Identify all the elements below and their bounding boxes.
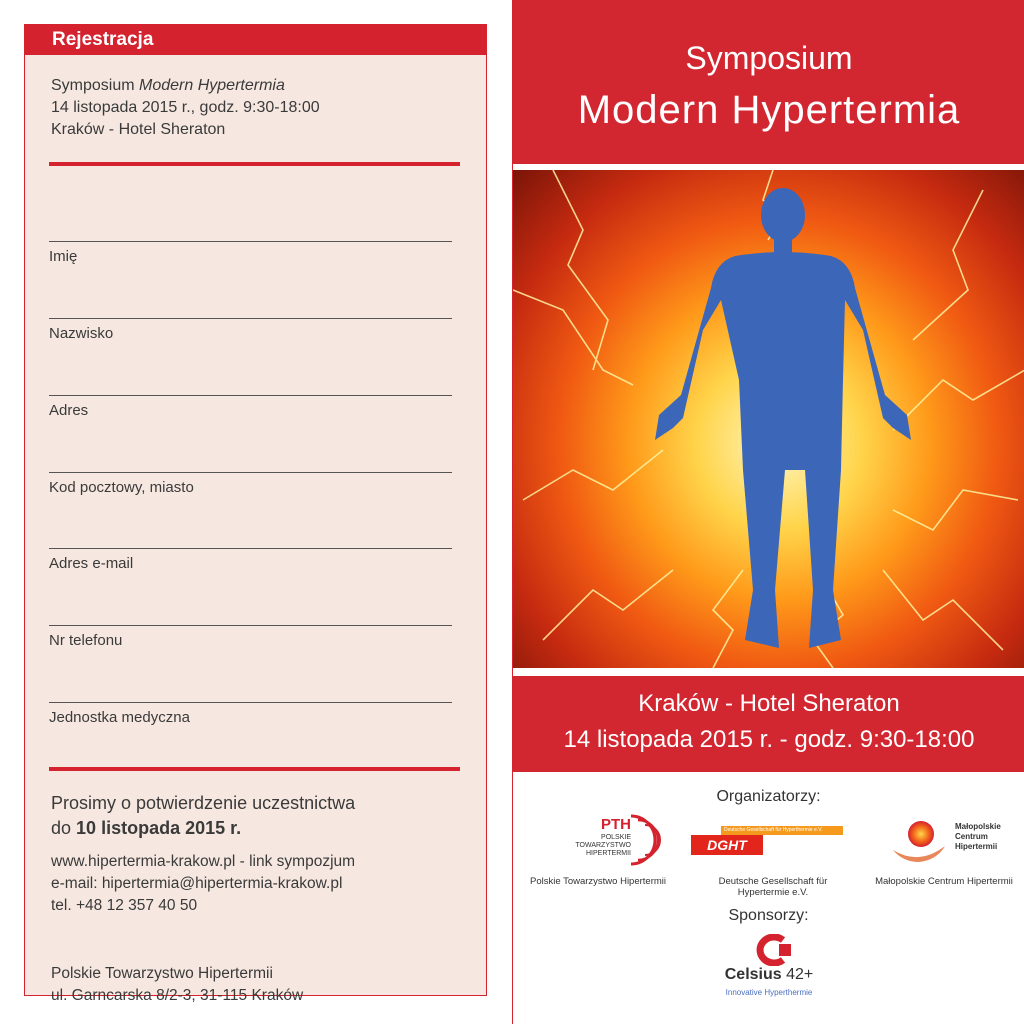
confirmation-note	[51, 791, 355, 841]
email-link[interactable]: e-mail: hipertermia@hipertermia-krakow.pl	[51, 875, 343, 892]
organizer-caption-dght: Deutsche Gesellschaft für Hypertermie e.V.	[718, 876, 828, 898]
celsius-number: 42+	[786, 966, 814, 983]
cover-venue: Kraków - Hotel Sheraton	[638, 690, 900, 717]
event-venue: Kraków - Hotel Sheraton	[51, 121, 226, 138]
confirm-date: 10 listopada 2015 r.	[76, 818, 242, 838]
field-first-name[interactable]	[49, 241, 452, 265]
organizer-address	[51, 963, 303, 1007]
registration-header	[25, 25, 486, 55]
field-line[interactable]	[49, 318, 452, 319]
field-line[interactable]	[49, 395, 452, 396]
field-line[interactable]	[49, 702, 452, 703]
field-address[interactable]	[49, 395, 452, 419]
venue-box	[513, 676, 1024, 772]
pth-logo-line: HIPERTERMII	[586, 850, 631, 857]
top-divider	[49, 162, 460, 166]
field-line[interactable]	[49, 625, 452, 626]
title-box	[513, 0, 1024, 164]
dght-logo	[691, 826, 843, 856]
mch-logo-line: Małopolskie	[955, 822, 1001, 831]
mch-logo	[889, 812, 1009, 868]
field-medical-unit[interactable]	[49, 702, 452, 726]
website-link[interactable]: www.hipertermia-krakow.pl - link sympozjum	[51, 853, 356, 870]
sun-hands-icon	[889, 816, 949, 866]
confirm-line: Prosimy o potwierdzenie uczestnictwa	[51, 793, 356, 813]
phone-number: tel. +48 12 357 40 50	[51, 897, 198, 914]
cover-panel	[512, 0, 1024, 1024]
mch-logo-line: Hipertermii	[955, 842, 998, 851]
dght-logo-mark: DGHT	[691, 835, 763, 855]
celsius-wordmark	[709, 966, 829, 984]
event-prefix: Symposium	[51, 77, 135, 94]
celsius-logo	[709, 934, 829, 1004]
pth-logo-text	[575, 834, 631, 858]
field-label: Adres	[49, 402, 89, 419]
field-line[interactable]	[49, 472, 452, 473]
contact-info	[51, 851, 355, 917]
organizer-caption-pth: Polskie Towarzystwo Hipertermii	[529, 876, 667, 887]
human-silhouette	[655, 188, 911, 648]
registration-title: Rejestracja	[52, 29, 154, 50]
bottom-divider	[49, 767, 460, 771]
event-info	[51, 75, 320, 141]
pth-logo	[553, 812, 663, 867]
field-line[interactable]	[49, 241, 452, 242]
organizer-caption-mch: Małopolskie Centrum Hipertermii	[875, 876, 1013, 887]
celsius-tagline: Innovative Hyperthermie	[725, 988, 813, 997]
org-street: ul. Garncarska 8/2-3, 31-115 Kraków	[51, 987, 304, 1004]
field-label: Imię	[49, 248, 78, 265]
event-name: Modern Hypertermia	[139, 77, 285, 94]
hero-image	[513, 170, 1024, 668]
field-label: Adres e-mail	[49, 555, 134, 572]
confirm-prefix: do	[51, 818, 72, 838]
field-last-name[interactable]	[49, 318, 452, 342]
mch-logo-line: Centrum	[955, 832, 988, 841]
pth-logo-mark: PTH	[601, 816, 631, 833]
field-phone[interactable]	[49, 625, 452, 649]
cover-subtitle: Symposium	[685, 40, 853, 76]
field-label: Kod pocztowy, miasto	[49, 479, 194, 496]
pth-logo-line: POLSKIE	[601, 834, 631, 841]
field-label: Nazwisko	[49, 325, 114, 342]
field-postal-city[interactable]	[49, 472, 452, 496]
registration-panel	[24, 24, 487, 1004]
celsius-c-icon	[753, 934, 793, 966]
field-email[interactable]	[49, 548, 452, 572]
field-label: Jednostka medyczna	[49, 709, 190, 726]
sponsors-label: Sponsorzy:	[728, 907, 809, 924]
dght-logo-strip: Deutsche Gesellschaft für Hyperthermie e.V.	[721, 826, 843, 835]
celsius-name: Celsius	[724, 966, 782, 983]
field-line[interactable]	[49, 548, 452, 549]
org-name: Polskie Towarzystwo Hipertermii	[51, 965, 273, 982]
cover-title: Modern Hypertermia	[577, 88, 961, 132]
organizers-label: Organizatorzy:	[716, 788, 821, 805]
mch-logo-text	[955, 822, 1001, 852]
pth-logo-line: TOWARZYSTWO	[575, 842, 631, 849]
field-label: Nr telefonu	[49, 632, 123, 649]
pth-arc-icon	[629, 812, 663, 867]
event-date: 14 listopada 2015 r., godz. 9:30-18:00	[51, 99, 320, 116]
lightning-figure-illustration	[513, 170, 1024, 668]
cover-datetime: 14 listopada 2015 r. - godz. 9:30-18:00	[563, 726, 975, 753]
